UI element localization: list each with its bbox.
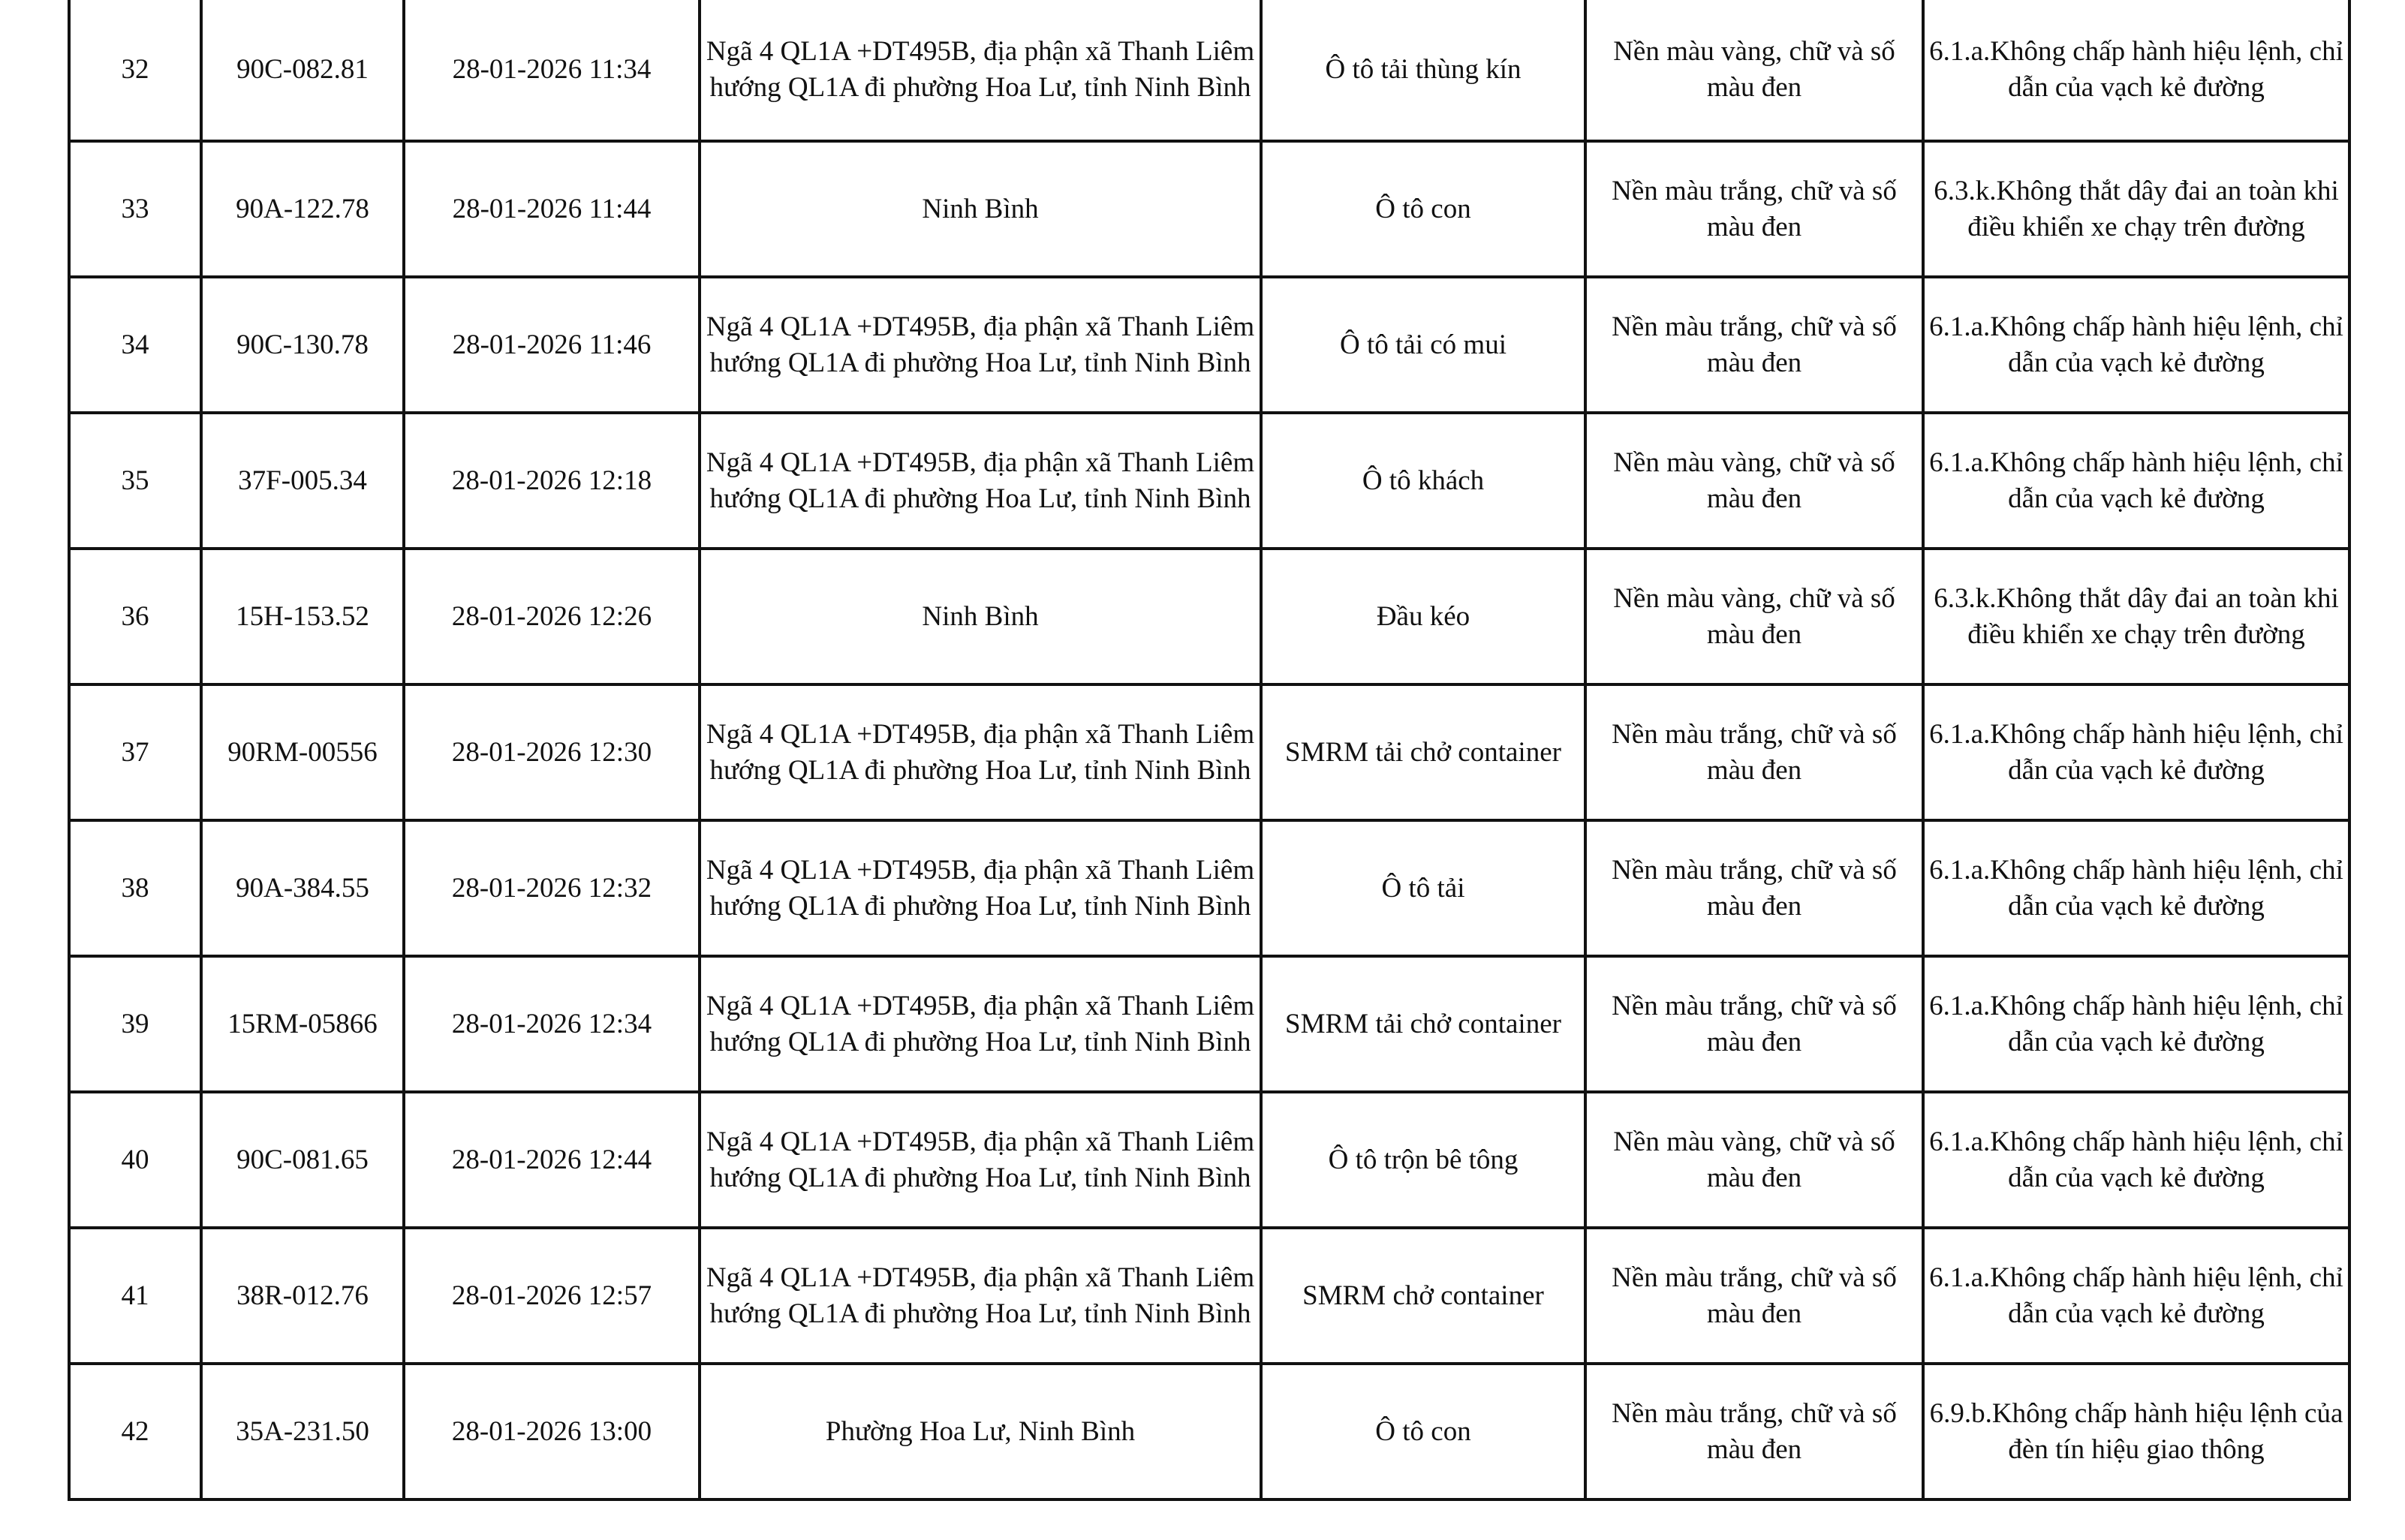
violation-cell-text: 6.1.a.Không chấp hành hiệu lệnh, chỉ dẫn của vạch kẻ đường [1929,311,2343,378]
license-plate-cell-text: 35A-231.50 [236,1415,369,1447]
plate-color-cell-text: Nền màu vàng, chữ và số màu đen [1613,447,1895,514]
violation-cell-text: 6.1.a.Không chấp hành hiệu lệnh, chỉ dẫn của vạch kẻ đường [1929,990,2343,1057]
license-plate-cell [201,684,404,820]
license-plate-cell [201,141,404,277]
timestamp-cell [404,549,700,684]
license-plate-cell [201,549,404,684]
vehicle-type-cell [1261,1228,1585,1364]
plate-color-cell [1585,956,1923,1092]
row-number-cell [69,1092,201,1228]
plate-color-cell-text: Nền màu trắng, chữ và số màu đen [1612,311,1897,378]
vehicle-type-cell [1261,0,1585,141]
row-number-cell [69,956,201,1092]
plate-color-cell [1585,549,1923,684]
row-number-cell-text: 38 [121,872,149,904]
location-cell-text: Ninh Bình [922,193,1039,224]
timestamp-cell-text: 28-01-2026 12:26 [451,600,652,632]
license-plate-cell-text: 15RM-05866 [227,1008,378,1039]
vehicle-type-cell [1261,1364,1585,1499]
plate-color-cell-text: Nền màu vàng, chữ và số màu đen [1613,36,1895,103]
location-cell-text: Ngã 4 QL1A +DT495B, địa phận xã Thanh Liêm hướng QL1A đi phường Hoa Lư, tỉnh Ninh Bình [706,1262,1255,1329]
plate-color-cell [1585,820,1923,956]
table-row [69,956,2349,1092]
timestamp-cell-text: 28-01-2026 12:44 [451,1144,652,1175]
timestamp-cell-text: 28-01-2026 12:18 [451,465,652,496]
license-plate-cell [201,820,404,956]
license-plate-cell-text: 90RM-00556 [227,736,378,768]
license-plate-cell-text: 15H-153.52 [236,600,369,632]
row-number-cell-text: 36 [121,600,149,632]
table-row [69,1228,2349,1364]
table-row [69,141,2349,277]
timestamp-cell [404,1228,700,1364]
location-cell-text: Ngã 4 QL1A +DT495B, địa phận xã Thanh Liêm hướng QL1A đi phường Hoa Lư, tỉnh Ninh Bình [706,718,1255,786]
vehicle-type-cell-text: Ô tô khách [1362,465,1485,496]
timestamp-cell [404,413,700,549]
violation-cell-text: 6.3.k.Không thắt dây đai an toàn khi điều khiển xe chạy trên đường [1934,582,2339,650]
vehicle-type-cell-text: Ô tô con [1375,1415,1471,1447]
row-number-cell-text: 39 [121,1008,149,1039]
license-plate-cell-text: 90C-082.81 [236,54,369,85]
location-cell [700,413,1261,549]
timestamp-cell [404,0,700,141]
license-plate-cell [201,1364,404,1499]
location-cell-text: Ngã 4 QL1A +DT495B, địa phận xã Thanh Liêm hướng QL1A đi phường Hoa Lư, tỉnh Ninh Bình [706,36,1255,103]
row-number-cell-text: 32 [121,54,149,85]
location-cell [700,1228,1261,1364]
timestamp-cell [404,684,700,820]
table-row [69,549,2349,684]
violation-cell-text: 6.9.b.Không chấp hành hiệu lệnh của đèn tín hiệu giao thông [1929,1397,2343,1465]
violation-cell-text: 6.1.a.Không chấp hành hiệu lệnh, chỉ dẫn của vạch kẻ đường [1929,718,2343,786]
plate-color-cell-text: Nền màu trắng, chữ và số màu đen [1612,1397,1897,1465]
timestamp-cell-text: 28-01-2026 11:46 [452,329,652,360]
plate-color-cell [1585,0,1923,141]
table-body [69,0,2349,1499]
location-cell-text: Ngã 4 QL1A +DT495B, địa phận xã Thanh Liêm hướng QL1A đi phường Hoa Lư, tỉnh Ninh Bình [706,311,1255,378]
vehicle-type-cell-text: Ô tô con [1375,193,1471,224]
violation-cell [1923,1364,2349,1499]
row-number-cell-text: 42 [121,1415,149,1447]
vehicle-type-cell-text: Ô tô trộn bê tông [1328,1144,1519,1175]
table-row [69,684,2349,820]
vehicle-type-cell [1261,277,1585,413]
plate-color-cell-text: Nền màu trắng, chữ và số màu đen [1612,175,1897,242]
location-cell-text: Ninh Bình [922,600,1039,632]
plate-color-cell [1585,684,1923,820]
plate-color-cell-text: Nền màu trắng, chữ và số màu đen [1612,990,1897,1057]
timestamp-cell [404,277,700,413]
row-number-cell-text: 37 [121,736,149,768]
plate-color-cell-text: Nền màu vàng, chữ và số màu đen [1613,1126,1895,1193]
plate-color-cell-text: Nền màu trắng, chữ và số màu đen [1612,854,1897,922]
timestamp-cell [404,956,700,1092]
vehicle-type-cell [1261,1092,1585,1228]
timestamp-cell [404,1364,700,1499]
location-cell [700,549,1261,684]
row-number-cell-text: 40 [121,1144,149,1175]
license-plate-cell-text: 90C-081.65 [236,1144,369,1175]
row-number-cell [69,141,201,277]
timestamp-cell-text: 28-01-2026 11:44 [452,193,652,224]
violation-cell [1923,1228,2349,1364]
location-cell [700,1364,1261,1499]
violation-cell [1923,0,2349,141]
license-plate-cell-text: 90A-384.55 [236,872,369,904]
plate-color-cell [1585,1092,1923,1228]
vehicle-type-cell-text: SMRM chở container [1302,1280,1544,1311]
violation-cell [1923,1092,2349,1228]
location-cell-text: Ngã 4 QL1A +DT495B, địa phận xã Thanh Liêm hướng QL1A đi phường Hoa Lư, tỉnh Ninh Bình [706,990,1255,1057]
violation-cell-text: 6.1.a.Không chấp hành hiệu lệnh, chỉ dẫn của vạch kẻ đường [1929,447,2343,514]
license-plate-cell [201,1228,404,1364]
location-cell [700,141,1261,277]
row-number-cell [69,549,201,684]
violation-cell-text: 6.3.k.Không thắt dây đai an toàn khi điều khiển xe chạy trên đường [1934,175,2339,242]
violation-cell-text: 6.1.a.Không chấp hành hiệu lệnh, chỉ dẫn của vạch kẻ đường [1929,1126,2343,1193]
row-number-cell-text: 35 [121,465,149,496]
violation-table [68,0,2351,1501]
location-cell [700,277,1261,413]
violation-cell [1923,277,2349,413]
vehicle-type-cell-text: Ô tô tải có mui [1340,329,1507,360]
vehicle-type-cell-text: Ô tô tải thùng kín [1325,54,1522,85]
violation-cell [1923,820,2349,956]
location-cell-text: Ngã 4 QL1A +DT495B, địa phận xã Thanh Liêm hướng QL1A đi phường Hoa Lư, tỉnh Ninh Bình [706,447,1255,514]
location-cell [700,1092,1261,1228]
vehicle-type-cell-text: Đầu kéo [1376,600,1470,632]
plate-color-cell-text: Nền màu trắng, chữ và số màu đen [1612,718,1897,786]
timestamp-cell [404,1092,700,1228]
row-number-cell-text: 33 [121,193,149,224]
violation-cell [1923,684,2349,820]
violation-cell [1923,413,2349,549]
timestamp-cell-text: 28-01-2026 12:30 [451,736,652,768]
license-plate-cell [201,1092,404,1228]
row-number-cell [69,684,201,820]
location-cell [700,820,1261,956]
violation-cell-text: 6.1.a.Không chấp hành hiệu lệnh, chỉ dẫn của vạch kẻ đường [1929,1262,2343,1329]
license-plate-cell-text: 90A-122.78 [236,193,369,224]
license-plate-cell [201,277,404,413]
row-number-cell-text: 34 [121,329,149,360]
vehicle-type-cell [1261,549,1585,684]
location-cell-text: Phường Hoa Lư, Ninh Bình [825,1415,1136,1447]
row-number-cell [69,277,201,413]
plate-color-cell [1585,1364,1923,1499]
vehicle-type-cell-text: Ô tô tải [1381,872,1465,904]
vehicle-type-cell [1261,820,1585,956]
location-cell [700,0,1261,141]
license-plate-cell [201,413,404,549]
vehicle-type-cell [1261,141,1585,277]
row-number-cell [69,1364,201,1499]
plate-color-cell-text: Nền màu vàng, chữ và số màu đen [1613,582,1895,650]
vehicle-type-cell [1261,956,1585,1092]
plate-color-cell [1585,413,1923,549]
table-row [69,413,2349,549]
violation-cell-text: 6.1.a.Không chấp hành hiệu lệnh, chỉ dẫn của vạch kẻ đường [1929,854,2343,922]
table-row [69,820,2349,956]
table-row [69,1092,2349,1228]
table-row [69,1364,2349,1499]
row-number-cell [69,0,201,141]
timestamp-cell-text: 28-01-2026 12:32 [451,872,652,904]
timestamp-cell-text: 28-01-2026 12:57 [451,1280,652,1311]
violation-cell-text: 6.1.a.Không chấp hành hiệu lệnh, chỉ dẫn của vạch kẻ đường [1929,36,2343,103]
vehicle-type-cell-text: SMRM tải chở container [1285,1008,1561,1039]
location-cell [700,956,1261,1092]
row-number-cell [69,820,201,956]
violation-cell [1923,956,2349,1092]
plate-color-cell [1585,141,1923,277]
plate-color-cell-text: Nền màu trắng, chữ và số màu đen [1612,1262,1897,1329]
timestamp-cell-text: 28-01-2026 13:00 [451,1415,652,1447]
table-row [69,0,2349,141]
location-cell [700,684,1261,820]
vehicle-type-cell [1261,413,1585,549]
violation-cell [1923,549,2349,684]
location-cell-text: Ngã 4 QL1A +DT495B, địa phận xã Thanh Liêm hướng QL1A đi phường Hoa Lư, tỉnh Ninh Bình [706,854,1255,922]
license-plate-cell-text: 37F-005.34 [238,465,367,496]
vehicle-type-cell-text: SMRM tải chở container [1285,736,1561,768]
timestamp-cell-text: 28-01-2026 11:34 [452,54,652,85]
license-plate-cell [201,956,404,1092]
license-plate-cell [201,0,404,141]
timestamp-cell-text: 28-01-2026 12:34 [451,1008,652,1039]
violation-cell [1923,141,2349,277]
plate-color-cell [1585,1228,1923,1364]
row-number-cell [69,1228,201,1364]
row-number-cell-text: 41 [121,1280,149,1311]
license-plate-cell-text: 38R-012.76 [236,1280,369,1311]
license-plate-cell-text: 90C-130.78 [236,329,369,360]
row-number-cell [69,413,201,549]
plate-color-cell [1585,277,1923,413]
timestamp-cell [404,141,700,277]
table-row [69,277,2349,413]
vehicle-type-cell [1261,684,1585,820]
timestamp-cell [404,820,700,956]
location-cell-text: Ngã 4 QL1A +DT495B, địa phận xã Thanh Liêm hướng QL1A đi phường Hoa Lư, tỉnh Ninh Bình [706,1126,1255,1193]
